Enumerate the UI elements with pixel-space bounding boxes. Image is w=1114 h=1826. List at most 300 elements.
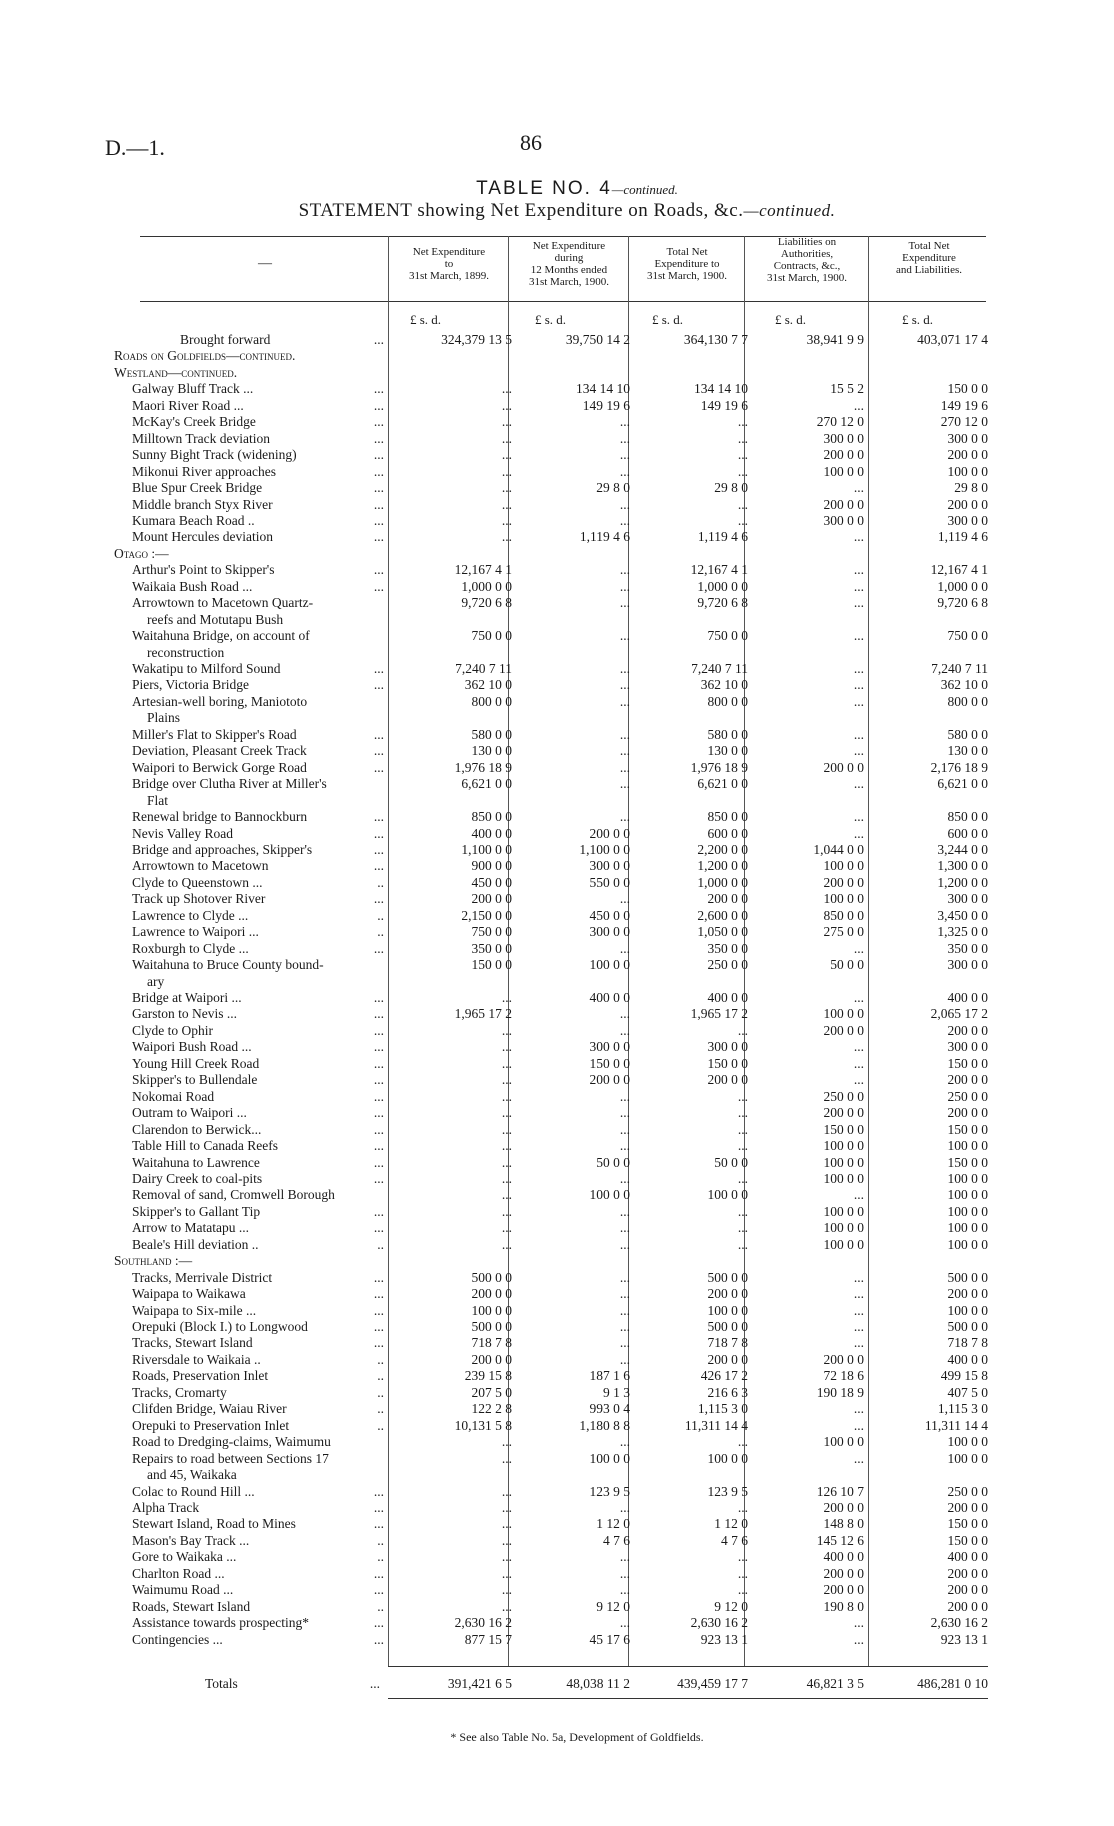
row-label-text: Riversdale to Waikaia ..: [132, 1351, 261, 1367]
table-row: [0, 1418, 1114, 1434]
cell-c1: ...: [501, 1203, 512, 1219]
cell-c2: 100 0 0: [589, 957, 630, 973]
row-label-text: Piers, Victoria Bridge: [132, 677, 250, 693]
row-label: [147, 974, 403, 990]
row-label-text: Artesian-well boring, Maniototo: [132, 693, 308, 709]
row-label-text: Alpha Track: [132, 1499, 200, 1515]
row-label-text: Wakatipu to Milford Sound: [132, 661, 281, 676]
cell-c2: ...: [619, 1582, 630, 1598]
cell-c4: ...: [853, 940, 864, 956]
cell-c5: 800 0 0: [947, 693, 988, 709]
cell-c5: 100 0 0: [947, 1203, 988, 1219]
row-label-text: Road to Dredging-claims, Waimumu: [132, 1434, 331, 1450]
totals-rule: [388, 1666, 988, 1667]
cell-c3: 580 0 0: [707, 726, 748, 742]
row-label-text: Skipper's to Bullendale: [132, 1072, 258, 1088]
row-leader-dots: ...: [373, 414, 384, 430]
header-net-expenditure-12-months: [510, 240, 628, 288]
cell-c5: 29 8 0: [954, 480, 988, 496]
cell-c4: ...: [853, 1401, 864, 1417]
table-row: [0, 990, 1114, 1006]
row-label-text: Bridge over Clutha River at Miller's: [132, 776, 327, 792]
table-row: [0, 891, 1114, 907]
table-row: [0, 1566, 1114, 1582]
cell-c5: 300 0 0: [947, 430, 988, 446]
row-label-text: Tracks, Merrivale District: [132, 1269, 273, 1285]
cell-c1: 718 7 8: [471, 1335, 512, 1351]
row-label: [114, 365, 370, 381]
row-label-text: Galway Bluff Track ...: [132, 381, 254, 397]
cell-c1: ...: [501, 1072, 512, 1088]
table-row: [0, 398, 1114, 414]
row-label-text: Arthur's Point to Skipper's: [132, 562, 275, 578]
row-leader-dots: ...: [373, 1138, 384, 1154]
cell-c5: 200 0 0: [947, 1072, 988, 1088]
cell-c1: ...: [501, 1565, 512, 1581]
cell-c1: ...: [501, 1434, 512, 1450]
row-leader-dots: ...: [373, 1022, 384, 1038]
row-leader-dots: ..: [377, 1549, 384, 1565]
header-line: and Liabilities.: [896, 264, 962, 276]
row-leader-dots: ...: [373, 1039, 384, 1055]
cell-c4: ...: [853, 990, 864, 1005]
cell-c3: 923 13 1: [700, 1631, 748, 1647]
table-row: [0, 332, 1114, 348]
table-row: [0, 546, 1114, 562]
cell-c4: ...: [853, 1055, 864, 1071]
table-row: [0, 431, 1114, 447]
row-label-text: Southland :—: [114, 1253, 193, 1269]
table-row: [0, 529, 1114, 545]
cell-c1: 2,630 16 2: [454, 1615, 512, 1631]
cell-c3: ...: [737, 1549, 748, 1565]
table-row: [0, 842, 1114, 858]
cell-c2: ...: [619, 693, 630, 709]
row-leader-dots: ..: [377, 924, 384, 940]
cell-c4: 275 0 0: [823, 924, 864, 940]
table-row: [0, 1582, 1114, 1598]
cell-c3: 9 12 0: [714, 1598, 748, 1614]
row-label: [147, 612, 403, 628]
header-line: Expenditure to: [654, 258, 720, 270]
row-leader-dots: ..: [377, 1401, 384, 1417]
totals-cell: 48,038 11 2: [566, 1676, 630, 1691]
row-leader-dots: ...: [373, 1220, 384, 1236]
cell-c4: 250 0 0: [823, 1088, 864, 1104]
table-row: [0, 1335, 1114, 1351]
header-bottom-rule: [140, 301, 986, 302]
header-line: Contracts, &c.,: [773, 260, 841, 272]
cell-c1: ...: [501, 1516, 512, 1532]
table-row: [0, 1204, 1114, 1220]
row-leader-dots: ..: [377, 1598, 384, 1614]
cell-c3: 1,050 0 0: [697, 924, 748, 940]
table-row: [0, 1319, 1114, 1335]
cell-c1: 324,379 13 5: [441, 332, 512, 347]
row-label-text: Clarendon to Berwick...: [132, 1121, 262, 1137]
row-label-text: Waipapa to Six-mile ...: [132, 1302, 257, 1318]
cell-c4: 200 0 0: [823, 1351, 864, 1367]
row-label-text: reconstruction: [147, 644, 225, 660]
table-row: [0, 1368, 1114, 1384]
table-row: [0, 809, 1114, 825]
cell-c3: 500 0 0: [707, 1269, 748, 1285]
table-row: [0, 875, 1114, 891]
header-line: Liabilities on: [777, 236, 837, 248]
row-label-text: Renewal bridge to Bannockburn: [132, 809, 308, 825]
table-row: [0, 957, 1114, 973]
cell-c5: 150 0 0: [947, 1055, 988, 1071]
row-leader-dots: ..: [377, 1417, 384, 1433]
table-row: [0, 1500, 1114, 1516]
cell-c3: ...: [737, 1121, 748, 1137]
cell-c1: ...: [501, 1532, 512, 1548]
header-line: Net Expenditure: [412, 246, 486, 258]
row-leader-dots: ...: [373, 677, 384, 693]
cell-c2: ...: [619, 430, 630, 446]
cell-c2: 1 12 0: [596, 1516, 630, 1532]
cell-c4: ...: [853, 1269, 864, 1285]
cell-c4: ...: [853, 1286, 864, 1302]
cell-c4: ...: [853, 1039, 864, 1055]
table-row: [0, 710, 1114, 726]
row-leader-dots: ...: [373, 809, 384, 825]
cell-c4: 300 0 0: [823, 512, 864, 528]
cell-c3: 1,200 0 0: [697, 858, 748, 874]
row-label-text: Plains: [147, 710, 181, 726]
cell-c1: ...: [501, 496, 512, 512]
totals-cell: 439,459 17 7: [677, 1676, 748, 1691]
cell-c5: 300 0 0: [947, 512, 988, 528]
cell-c5: 100 0 0: [947, 1138, 988, 1154]
row-label-text: Nevis Valley Road: [132, 825, 233, 841]
cell-c5: 2,176 18 9: [930, 759, 988, 775]
header-line: 31st March, 1900.: [528, 276, 610, 288]
table-row: [0, 1632, 1114, 1648]
header-line: 31st March, 1900.: [766, 272, 848, 284]
row-label-text: Bridge at Waipori ...: [132, 990, 242, 1005]
cell-c5: 100 0 0: [947, 1302, 988, 1318]
cell-c1: 9,720 6 8: [461, 595, 512, 611]
row-label-text: Table Hill to Canada Reefs: [132, 1138, 279, 1154]
row-leader-dots: ...: [373, 1499, 384, 1515]
cell-c5: 3,450 0 0: [937, 907, 988, 923]
cell-c3: 426 17 2: [700, 1368, 748, 1384]
cell-c4: ...: [853, 1072, 864, 1088]
row-leader-dots: ...: [373, 1269, 384, 1285]
row-leader-dots: ...: [373, 940, 384, 956]
cell-c3: ...: [737, 1565, 748, 1581]
table-row: [0, 365, 1114, 381]
row-leader-dots: ...: [373, 529, 384, 545]
cell-c2: 1,100 0 0: [579, 841, 630, 857]
row-leader-dots: ...: [373, 578, 384, 594]
cell-c2: ...: [619, 1170, 630, 1186]
header-line: Net Expenditure: [532, 240, 606, 252]
cell-c3: 400 0 0: [707, 990, 748, 1005]
cell-c3: 1,115 3 0: [697, 1401, 748, 1417]
row-leader-dots: ...: [373, 661, 384, 676]
row-label: [132, 957, 388, 973]
row-label-text: Roads, Preservation Inlet: [132, 1368, 269, 1384]
table-row: [0, 1549, 1114, 1565]
header-line: Total Net: [908, 240, 950, 252]
cell-c4: 100 0 0: [823, 858, 864, 874]
table-row: [0, 793, 1114, 809]
currency-heading: £ s. d.: [652, 312, 684, 327]
cell-c3: 500 0 0: [707, 1319, 748, 1334]
cell-c2: 149 19 6: [582, 397, 630, 413]
cell-c1: ...: [501, 480, 512, 496]
row-leader-dots: ...: [373, 1055, 384, 1071]
cell-c3: 7,240 7 11: [691, 661, 748, 676]
row-label-text: Flat: [147, 792, 169, 808]
table-row: [0, 1533, 1114, 1549]
table-row: [0, 1385, 1114, 1401]
row-label-text: Waipapa to Waikawa: [132, 1286, 246, 1302]
cell-c3: 1,000 0 0: [697, 578, 748, 594]
cell-c2: 1,119 4 6: [579, 529, 630, 545]
row-leader-dots: ...: [373, 496, 384, 512]
cell-c1: ...: [501, 1582, 512, 1598]
table-row: [0, 1599, 1114, 1615]
row-leader-dots: ...: [373, 562, 384, 578]
row-label-text: Waipori to Berwick Gorge Road: [132, 759, 307, 775]
cell-c1: 1,976 18 9: [454, 759, 512, 775]
row-label-text: Middle branch Styx River: [132, 496, 273, 512]
totals-row: [0, 1676, 1114, 1692]
cell-c5: 7,240 7 11: [931, 661, 988, 676]
cell-c3: 1,965 17 2: [690, 1006, 748, 1022]
cell-c1: 350 0 0: [471, 940, 512, 956]
cell-c3: ...: [737, 1088, 748, 1104]
cell-c4: 850 0 0: [823, 907, 864, 923]
row-leader-dots: ...: [373, 430, 384, 446]
row-label-text: Mikonui River approaches: [132, 463, 276, 479]
cell-c4: 200 0 0: [823, 496, 864, 512]
cell-c5: 6,621 0 0: [937, 776, 988, 792]
cell-c2: ...: [619, 1499, 630, 1515]
cell-c1: ...: [501, 1170, 512, 1186]
cell-c2: 50 0 0: [596, 1154, 630, 1170]
cell-c4: 72 18 6: [823, 1368, 864, 1384]
cell-c1: ...: [501, 1138, 512, 1154]
table-row: [0, 1089, 1114, 1105]
cell-c5: 200 0 0: [947, 1105, 988, 1121]
cell-c2: ...: [619, 1022, 630, 1038]
row-label-text: Sunny Bight Track (widening): [132, 447, 297, 463]
cell-c5: 100 0 0: [947, 1236, 988, 1252]
cell-c3: 2,200 0 0: [697, 841, 748, 857]
cell-c5: 150 0 0: [947, 1121, 988, 1137]
row-label: [114, 1253, 370, 1269]
table-row: [0, 1237, 1114, 1253]
cell-c2: 29 8 0: [596, 480, 630, 496]
cell-c1: ...: [501, 1154, 512, 1170]
cell-c4: ...: [853, 677, 864, 693]
cell-c5: 9,720 6 8: [937, 595, 988, 611]
cell-c5: 100 0 0: [947, 463, 988, 479]
row-label-text: Waitahuna to Lawrence: [132, 1154, 260, 1170]
cell-c5: 200 0 0: [947, 1499, 988, 1515]
row-label: [114, 348, 370, 364]
cell-c5: 149 19 6: [940, 397, 988, 413]
table-row: [0, 1171, 1114, 1187]
cell-c3: ...: [737, 1138, 748, 1154]
cell-c1: 7,240 7 11: [455, 661, 512, 676]
cell-c4: ...: [853, 578, 864, 594]
row-label: [132, 776, 388, 792]
cell-c1: 900 0 0: [471, 858, 512, 874]
cell-c3: 134 14 10: [694, 381, 748, 397]
row-label-text: Contingencies ...: [132, 1631, 223, 1647]
row-label-text: Arrowtown to Macetown: [132, 858, 269, 874]
row-leader-dots: ...: [373, 512, 384, 528]
cell-c4: ...: [853, 693, 864, 709]
cell-c5: 2,065 17 2: [930, 1006, 988, 1022]
table-row: [0, 1105, 1114, 1121]
row-label: [147, 645, 403, 661]
row-label: [114, 546, 370, 562]
table-row: [0, 727, 1114, 743]
cell-c1: 200 0 0: [471, 891, 512, 907]
cell-c3: 100 0 0: [707, 1302, 748, 1318]
row-label-text: Arrow to Matatapu ...: [132, 1220, 249, 1236]
cell-c2: ...: [619, 463, 630, 479]
row-leader-dots: ...: [373, 891, 384, 907]
cell-c4: 200 0 0: [823, 1565, 864, 1581]
cell-c3: 2,600 0 0: [697, 907, 748, 923]
cell-c4: ...: [853, 1319, 864, 1334]
cell-c3: ...: [737, 1022, 748, 1038]
cell-c3: ...: [737, 1499, 748, 1515]
table-row: [0, 1220, 1114, 1236]
header-line: 31st March, 1900.: [646, 270, 728, 282]
cell-c2: ...: [619, 1269, 630, 1285]
cell-c3: 4 7 6: [721, 1532, 748, 1548]
cell-c1: 6,621 0 0: [461, 776, 512, 792]
table-row: [0, 414, 1114, 430]
cell-c2: ...: [619, 1105, 630, 1121]
cell-c2: 134 14 10: [576, 381, 630, 397]
currency-heading: £ s. d.: [902, 312, 934, 327]
row-label-text: Mount Hercules deviation: [132, 529, 273, 545]
cell-c4: ...: [853, 776, 864, 792]
cell-c3: 11,311 14 4: [684, 1417, 748, 1433]
row-leader-dots: ...: [373, 381, 384, 397]
row-leader-dots: ..: [377, 1368, 384, 1384]
row-label-text: Miller's Flat to Skipper's Road: [132, 726, 297, 742]
cell-c2: ...: [619, 1549, 630, 1565]
cell-c3: 364,130 7 7: [683, 332, 748, 347]
row-label-text: Waipori Bush Road ...: [132, 1039, 252, 1055]
table-row: [0, 1253, 1114, 1269]
cell-c1: ...: [501, 990, 512, 1005]
cell-c1: 877 15 7: [464, 1631, 512, 1647]
row-leader-dots: ...: [373, 1154, 384, 1170]
cell-c4: 190 8 0: [823, 1598, 864, 1614]
cell-c3: 1,119 4 6: [697, 529, 748, 545]
cell-c3: 9,720 6 8: [697, 595, 748, 611]
cell-c1: 400 0 0: [471, 825, 512, 841]
cell-c2: ...: [619, 743, 630, 759]
cell-c1: ...: [501, 1055, 512, 1071]
cell-c2: 9 12 0: [596, 1598, 630, 1614]
cell-c4: 126 10 7: [816, 1483, 864, 1499]
row-label-text: Young Hill Creek Road: [132, 1055, 260, 1071]
cell-c4: 15 5 2: [830, 381, 864, 397]
table-row: [0, 464, 1114, 480]
cell-c3: 750 0 0: [707, 628, 748, 644]
table-row: [0, 694, 1114, 710]
row-leader-dots: ...: [373, 1072, 384, 1088]
cell-c3: ...: [737, 512, 748, 528]
table-row: [0, 579, 1114, 595]
totals-cell: 486,281 0 10: [917, 1676, 988, 1691]
cell-c3: 600 0 0: [707, 825, 748, 841]
cell-c4: ...: [853, 1335, 864, 1351]
cell-c2: 450 0 0: [589, 907, 630, 923]
currency-heading: £ s. d.: [775, 312, 807, 327]
cell-c5: 300 0 0: [947, 1039, 988, 1055]
table-row: [0, 924, 1114, 940]
table-row: [0, 612, 1114, 628]
cell-c3: 800 0 0: [707, 693, 748, 709]
cell-c3: ...: [737, 1582, 748, 1598]
row-leader-dots: ...: [373, 480, 384, 496]
row-label-text: Waikaia Bush Road ...: [132, 578, 253, 594]
row-leader-dots: ..: [377, 1384, 384, 1400]
row-label: [147, 1467, 403, 1483]
cell-c4: 300 0 0: [823, 430, 864, 446]
cell-c1: ...: [501, 1105, 512, 1121]
cell-c5: 150 0 0: [947, 1516, 988, 1532]
cell-c5: 350 0 0: [947, 940, 988, 956]
cell-c5: 400 0 0: [947, 1351, 988, 1367]
cell-c1: ...: [501, 1549, 512, 1565]
cell-c4: 200 0 0: [823, 759, 864, 775]
row-leader-dots: ...: [373, 1565, 384, 1581]
cell-c4: 100 0 0: [823, 891, 864, 907]
row-leader-dots: ...: [373, 1121, 384, 1137]
cell-c3: 200 0 0: [707, 891, 748, 907]
cell-c1: ...: [501, 447, 512, 463]
cell-c4: ...: [853, 529, 864, 545]
row-leader-dots: ...: [373, 397, 384, 413]
table-row: [0, 858, 1114, 874]
cell-c2: 9 1 3: [603, 1384, 630, 1400]
cell-c4: ...: [853, 480, 864, 496]
row-leader-dots: ...: [373, 1006, 384, 1022]
cell-c5: 300 0 0: [947, 957, 988, 973]
cell-c1: 750 0 0: [471, 628, 512, 644]
cell-c2: ...: [619, 940, 630, 956]
table-row: [0, 941, 1114, 957]
cell-c5: 250 0 0: [947, 1483, 988, 1499]
totals-bottom-rule: [388, 1698, 988, 1699]
row-label-text: Charlton Road ...: [132, 1565, 225, 1581]
cell-c1: 239 15 8: [464, 1368, 512, 1384]
cell-c2: ...: [619, 1319, 630, 1334]
cell-c1: 580 0 0: [471, 726, 512, 742]
cell-c2: ...: [619, 809, 630, 825]
cell-c3: ...: [737, 430, 748, 446]
row-label-text: Lawrence to Clyde ...: [132, 907, 249, 923]
cell-c5: 200 0 0: [947, 1565, 988, 1581]
cell-c3: ...: [737, 1170, 748, 1186]
cell-c5: 150 0 0: [947, 1154, 988, 1170]
row-leader-dots: ...: [373, 1335, 384, 1351]
